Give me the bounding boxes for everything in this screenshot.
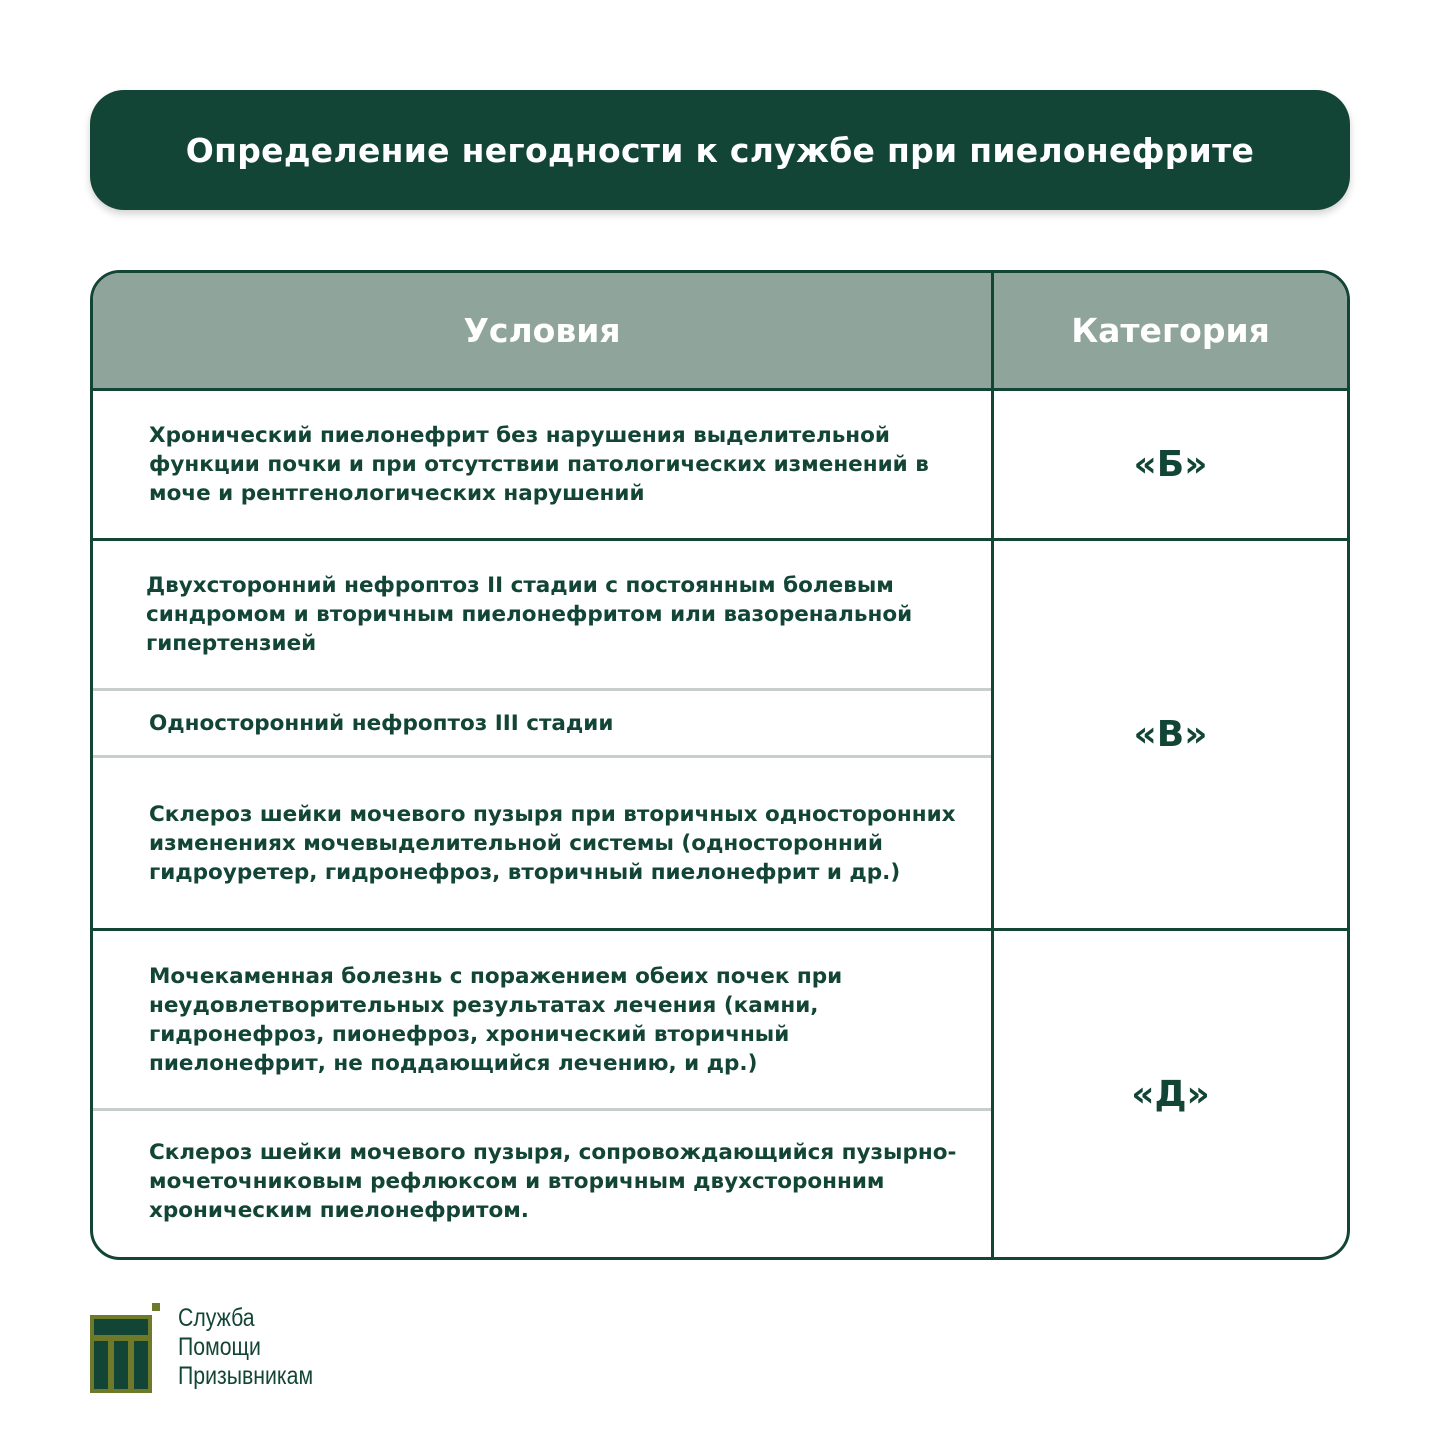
brand-line: Помощи (178, 1333, 261, 1361)
brand-line: Служба (178, 1304, 255, 1332)
header-conditions: Условия (463, 311, 621, 350)
condition-cell: Склероз шейки мочевого пузыря при вторичных односторонних изменениях мочевыделительной системы (односторонний гидроуретер, гидронефроз, вторичный пиелонефрит и др.) (149, 801, 956, 885)
condition-cell: Двухсторонний нефроптоз II стадии с постоянным болевым синдромом и вторичным пиелонефритом или вазоренальной гипертензией (146, 573, 913, 656)
header-category: Категория (1071, 311, 1270, 350)
condition-cell: Хронический пиелонефрит без нарушения выделительной функции почки и при отсутствии патологических изменений в моче и рентгенологических нарушений (149, 423, 929, 506)
condition-cell: Мочекаменная болезнь с поражением обеих почек при неудовлетворительных результатах лечения (камни, гидронефроз, пионефроз, хронический вторичный пиелонефрит, не поддающийся лечению, и др.) (149, 963, 843, 1076)
title-banner (90, 90, 1350, 210)
category-cell-v: «В» (1133, 714, 1208, 755)
category-cell-d: «Д» (1131, 1073, 1210, 1115)
brand-name (178, 1304, 313, 1391)
condition-cell: Односторонний нефроптоз III стадии (149, 710, 614, 736)
categories-table (90, 270, 1350, 1260)
brand-line: Призывникам (178, 1362, 314, 1390)
condition-cell: Склероз шейки мочевого пузыря, сопровождающийся пузырно-мочеточниковым рефлюксом и вторичным двухсторонним хроническим пиелонефритом. (149, 1139, 957, 1223)
page-title: Определение негодности к службе при пиелонефрите (185, 130, 1255, 170)
building-logo-icon (90, 1303, 162, 1393)
category-cell-b: «Б» (1133, 444, 1208, 485)
